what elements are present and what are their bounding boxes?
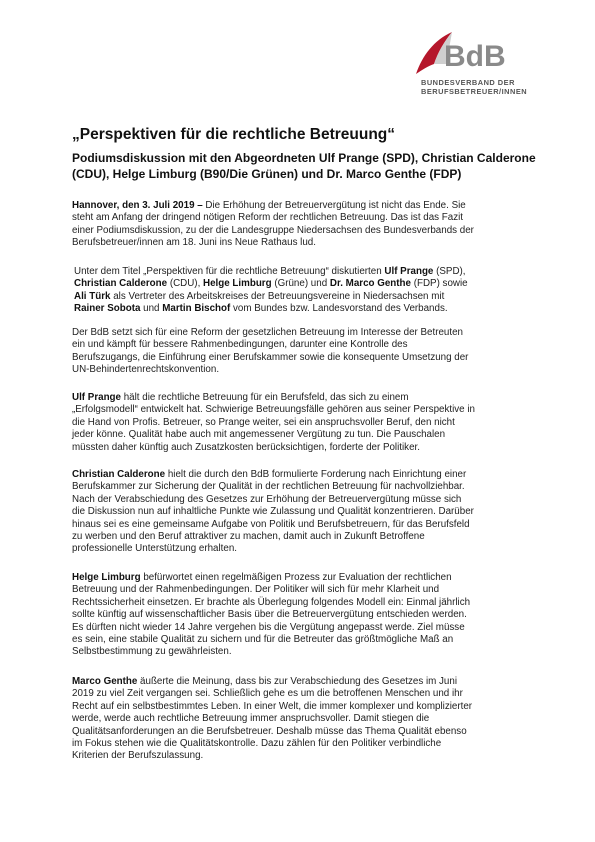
participant-name: Rainer Sobota [74, 303, 141, 315]
speaker-name: Helge Limburg [72, 572, 141, 583]
participant-name: Ali Türk [74, 290, 111, 302]
participant-name: Christian Calderone [74, 278, 168, 290]
participant-name: Helge Limburg [203, 278, 272, 290]
page-title: „Perspektiven für die rechtliche Betreuung“ [72, 126, 396, 143]
paragraph-limburg: Helge Limburg befürwortet einen regelmäßigen Prozess zur Evaluation der rechtlichen Betreuung und der Rahmenbedingungen. Der Politiker will sich für mehr Klarheit und Rechtssicherheit einsetzen. Er brachte als Überlegung folgendes Modell ein: Einmal jährlich sollte künftig auf wissenschaftlicher Basis über die Betreuervergütung entschieden werden. Es dürften nicht wieder 14 Jahre vergehen bis die Vergütung angepasst werde. Ziel müsse es sein, eine stabile Qualität zu sichern und für die Betreuter das größtmögliche Maß an Selbstbestimmung zu gewährleisten. [72, 572, 471, 658]
speaker-name: Marco Genthe [72, 676, 138, 687]
paragraph-calderone: Christian Calderone hielt die durch den BdB formulierte Forderung nach Einrichtung einer Berufskammer zur Sicherung der Qualität in der rechtlichen Betreuung für nachvollziehbar. Nach der Verabschiedung des Gesetzes zur Erhöhung der Betreuervergütung müsse sich die Diskussion nun auf inhaltliche Punkte wie Zulassung und Qualität konzentrieren. Darüber hinaus sei es eine gemeinsame Aufgabe von Politik und Berufsbetreuern, für das Berufsfeld zu werben und den Beruf attraktiver zu machen, damit auch in Zukunft Betroffene professionelle Unterstützung erhalten. [72, 469, 474, 555]
paragraph-intro: Hannover, den 3. Juli 2019 – Die Erhöhung der Betreuervergütung ist nicht das Ende. Sie steht am Anfang der dringend nötigen Reform der rechtlichen Betreuung. Das ist das Fazit einer Podiumsdiskussion, zu der die Landesgruppe Niedersachsen des Bundesverbands der Berufsbetreuer/innen am 18. Juni ins Neue Rathaus lud. [72, 200, 474, 249]
bdb-wordmark: BdB [444, 40, 506, 73]
participant-name: Martin Bischof [162, 303, 231, 315]
paragraph-genthe: Marco Genthe äußerte die Meinung, dass bis zur Verabschiedung des Gesetzes im Juni 2019 zu viel Zeit vergangen sei. Schließlich gehe es um die betroffenen Menschen und ihr Recht auf ein selbstbestimmtes Leben. In einer Welt, die immer komplexer und komplizierter werde, werde auch rechtliche Betreuung immer anspruchsvoller. Damit stiegen die Qualitätsanforderungen an die Berufsbetreuer. Deshalb müsse das Thema Qualität ebenso im Fokus stehen wie die Qualitätskontrolle. Dazu zählen für den Politiker verbindliche Kriterien der Berufszulassung. [72, 676, 473, 762]
participant-name: Ulf Prange [384, 266, 434, 277]
page-subtitle: Podiumsdiskussion mit den Abgeordneten Ulf Prange (SPD), Christian Calderone (CDU), Helge Limburg (B90/Die Grünen) und Dr. Marco Genthe (FDP) [72, 151, 536, 181]
paragraph-bdb-goals: Der BdB setzt sich für eine Reform der gesetzlichen Betreuung im Interesse der Betreuten ein und kämpft für bessere Rahmenbedingungen, darunter eine Kontrolle des Berufszugangs, die Einführung einer Berufskammer sowie die konsequente Umsetzung der UN-Behindertenrechtskonvention. [72, 327, 469, 376]
paragraph-prange: Ulf Prange hält die rechtliche Betreuung für ein Berufsfeld, das sich zu einem „Erfolgsmodell“ entwickelt hat. Schwierige Betreuungsfälle gehören aus seiner Perspektive in die Hand von Profis. Betreuer, so Prange weiter, sei ein anspruchsvoller Beruf, den nicht jeder könne. Qualität habe auch mit angemessener Vergütung zu tun. Die Pauschalen müssten daher künftig auch Zusatzkosten berücksichtigen, forderte der Politiker. [72, 392, 475, 453]
bdb-logo-subtitle: BUNDESVERBAND DER BERUFSBETREUER/INNEN [421, 78, 528, 96]
participant-name: Dr. Marco Genthe [329, 278, 411, 290]
dateline: Hannover, den 3. Juli 2019 – [72, 200, 203, 211]
speaker-name: Christian Calderone [72, 469, 166, 480]
speaker-name: Ulf Prange [72, 392, 121, 403]
bdb-logo [414, 30, 529, 100]
paragraph-participants: Unter dem Titel „Perspektiven für die rechtliche Betreuung“ diskutierten Ulf Prange (SPD), Christian Calderone (CDU), Helge Limburg (Grüne) und Dr. Marco Genthe (FDP) sowie Ali Türk als Vertreter des Arbeitskreises der Betreuungsvereine in Niedersachsen mit Rainer Sobota und Martin Bischof vom Bundes bzw. Landesvorstand des Verbands. [74, 266, 468, 315]
